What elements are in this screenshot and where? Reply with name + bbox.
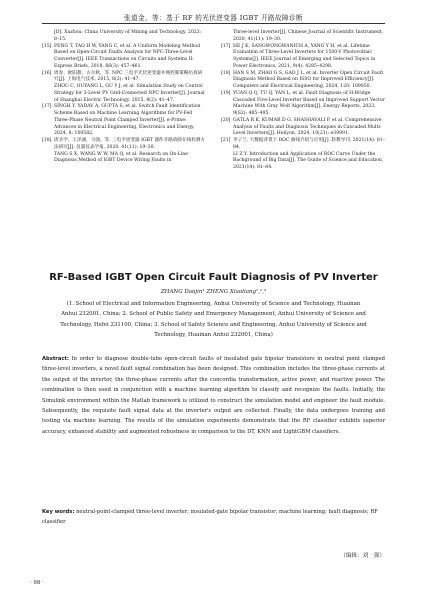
reference-number: [15] (42, 43, 52, 49)
reference-number: [16] (42, 70, 52, 76)
abstract (42, 354, 385, 437)
reference-text: YUAN Q Q, TU Q, YAN L, et al. Fault Diagnosis of H-Bridge Cascaded Five-Level Inverter Based on Improved Support Vector Machine With Gray Wolf Algorithm[J]. Energy Reports, 2023, 9(S2): 485–495. (233, 90, 385, 116)
article-authors: ZHANG Daojin¹ ZHENG Xiaoliang¹,²,³ (160, 289, 267, 295)
reference-text: 李子兰. 大数据背景下 ROC 曲线介绍与应用[J]. 科教导刊, 2021(14): 81–84. (233, 138, 385, 150)
abstract-text: In order to diagnose double-tube open-circuit faults of insulated gate bipolar transistors in neutral point clamped three-level inverters, a novel fault signal combination has been designed. This combination includes the three-phase currents at the output of the inverter, the three-phase currents after the concordia transformation, active power, and reactive power. The combination is then used in conjunction with a machine learning algorithm to classify and recognize the faults. Initially, the Simulink environment within the Matlab framework is utilized to construct the simulation model and engineer the fault module. Subsequently, the requisite fault signal data at the inverter's output are collected. Finally, the data undergoes training and testing via machine learning. The results of the simulation experiments demonstrate that the RF classifier exhibits superior accuracy, enhanced stability and augmented robustness in comparison to the DT, KNN and LightGBM classifiers. (42, 356, 385, 435)
reference-item (221, 138, 385, 152)
references-left-column (42, 30, 206, 165)
reference-number: [20] (221, 117, 231, 123)
reference-number: [21] (221, 138, 231, 143)
reference-item (42, 44, 206, 71)
reference-text: Three-level Inverter[J]. Chinese Journal of Scientific Instrument, 2020, 41(11): 19–30. (233, 30, 384, 42)
reference-item (221, 118, 385, 138)
reference-text: TANG S X, WANG W W, MA Q, et al. Research on On-Line Diagnosis Method of IGBT Device Wiring Faults in (54, 151, 188, 164)
reference-item (42, 138, 206, 152)
references-section (42, 30, 385, 262)
reference-text: LI Z Y. Introduction and Application of ROC Curve Under the Background of Big Data[J]. The Guide of Science and Education, 2021(14): 81–84. (233, 151, 384, 170)
reference-item (221, 44, 385, 71)
reference-text: HE J K, SANGWONGWANICH A, YANG Y H, et al. Lifetime Evaluation of Three-Level Inverters for 1500-V Photovoltaic Systems[J]. IEEE Journal of Emerging and Selected Topics in Power Electronics, 2021, 9(4): 4285–4298. (233, 43, 376, 69)
reference-item (42, 152, 206, 166)
article-affiliation: (1. School of Electrical and Information Engineering, Anhui University of Science and Technology, Huainan Anhui 232001, China; 2. School of Public Safety and Emergency Management, Anhui University of Science and Technology, Hefei 231100, China; 3. School of Safety Science and Engineering, Anhui University of Science and Technology, Huainan Anhui 232001, China) (60, 301, 367, 339)
reference-text: 周春，欧阳甜，古尔秋，等. NPC 三电平光伏逆变器并网控制策略仿真研究[J]. 上海电气技术, 2015, 8(2): 41–47. (54, 70, 203, 83)
reference-item (42, 30, 206, 44)
reference-number: [19] (221, 90, 231, 96)
reference-item (42, 71, 206, 85)
keywords (42, 507, 385, 528)
page-number: · 98 · (30, 580, 44, 586)
reference-item (221, 30, 385, 44)
reference-text: PENG T, TAO H W, YANG C, et al. A Uniform Modeling Method Based on Open-Circuit Faults Analysis for NPC-Three-Level Converter[J]. IEEE Transactions on Circuits and Systems II: Express Briefs, 2018, 66(3): 457–461. (54, 43, 201, 69)
reference-text: ZHOU C, OUYANG L, GU Y J, et al. Simulation Study on Control Strategy for 3-Level PV Grid-Connected NPC Inverter[J]. Journal of Shanghai Electric Technology, 2015, 8(2): 41–47. (54, 84, 205, 103)
reference-number: [18] (42, 138, 52, 143)
keywords-text: neutral-point-clamped three-level inverter; insulated-gate bipolar transistor; machine learning; fault diagnosis; RF classifier (42, 509, 378, 526)
abstract-label: Abstract: (42, 356, 69, 362)
reference-item (221, 71, 385, 91)
reference-item (221, 152, 385, 172)
reference-text: SINGH Y, YADAV A, GUPTA S, et al. Switch Fault Identification Scheme Based on Machine Learning Algorithms for PV-Fed Three-Phase Neutral Point Clamped Inverter[J]. e-Prime: Advances in Electrical Engineering, Electronics and Energy, 2024, 8: 100582. (54, 104, 201, 137)
reference-number: [17] (221, 43, 231, 49)
reference-number: [17] (42, 104, 52, 110)
reference-item (221, 91, 385, 118)
reference-number: [18] (221, 70, 231, 76)
running-header: 张道金，等：基于 RF 的光伏逆变器 IGBT 开路故障诊断 (124, 14, 303, 22)
reference-text: [D]. Xuzhou: China University of Mining and Technology, 2023: 8–15. (54, 30, 202, 42)
reference-text: 唐圣学，王泽涵，马强，等. 三电平逆变器 IGBT 器件开路故障在线检测方法研究[J]. 仪器仪表学报, 2020, 41(11): 19–30. (54, 138, 205, 150)
article-title: RF-Based IGBT Open Circuit Fault Diagnosis of PV Inverter (49, 272, 378, 283)
editor-note: （编辑：刘 强） (340, 553, 385, 559)
reference-item (42, 84, 206, 104)
reference-text: HAN S M, ZHAO G S, GAO J L, et al. Inverter Open Circuit Fault Diagnosis Method Based on ISSO for Improved Efficiency[J]. Computers and Electrical Engineering, 2024, 120: 109850. (233, 70, 384, 89)
keywords-label: Key words: (42, 509, 75, 515)
reference-text: GATLA R K, KUMAR D G, SHASHAVALI P, et al. Comprehensive Analysis of Faults and Diagnosis Techniques in Cascaded Multi-Level Inverters[J]. Heliyon, 2024, 10(21): e39991. (233, 117, 382, 137)
references-right-column (221, 30, 385, 172)
header-rule (42, 23, 385, 24)
reference-item (42, 104, 206, 138)
